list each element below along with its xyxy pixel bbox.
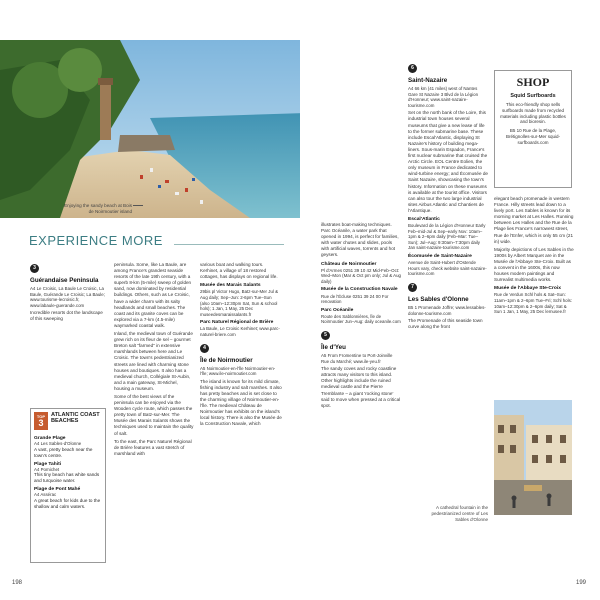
shop-info: B5 10 Rue de la Plage, Brétignolles-sur-Mer squid-surfboards.com — [505, 128, 561, 145]
sight-info: Rue de Verdun Schl hols & Sat–Sun: 11am–1pm & 2–6pm Tue–Fri; Schl hols: 10am–12:30pm & 2–6pm daily; Sat & Sun 1 Jan, 1 May, 25 Dec lemusee.fr — [494, 292, 573, 315]
section-title: EXPERIENCE MORE — [29, 233, 163, 248]
beach-text: A great beach for kids due to the shallow and calm waters. — [34, 497, 101, 509]
section-rule — [174, 244, 284, 245]
entry-info: A5 Noirmoutier-en-l'Île Noirmoutier-en-l'Île; www.ile-noirmoutier.com — [200, 365, 276, 377]
entry-info: A4 Le Croisic, La Baule Le Croisic, La Baule, Guérande Le Croisic; La Baule; www.tourisme-lecroisic.fr, www.labaule-guerande.com — [30, 286, 105, 308]
body-paragraph: To the east, the Parc Naturel Régional de Brière features a vast stretch of marshland with — [114, 438, 192, 456]
street-photo — [494, 400, 572, 515]
sight-heading: Château de Noirmoutier — [321, 261, 377, 267]
sight-info: Route des Sablonnières, Île de Noirmoutier Jun–Aug: daily oceanile.com — [321, 313, 401, 325]
sight-heading: Musée de la Construction Navale — [321, 287, 398, 293]
beach-info: A4 Assérac — [34, 492, 57, 498]
beach-name: Plage de Pont Mahé — [34, 487, 81, 493]
entry-info: B5 1 Promenade Joffre; www.lessables-dolonne-tourisme.com — [408, 304, 486, 316]
top3-badge-number: 3 — [38, 418, 44, 428]
shop-description: This eco-friendly shop sells surfboards made from recycled materials including plastic bottles and bioresin. — [500, 102, 566, 125]
sight-info: La Baule, Le Croisic Kerhinet; www.parc-naturel-briere.com — [200, 326, 280, 338]
column-4 — [321, 222, 401, 411]
entry-heading: Saint-Nazaire — [408, 77, 448, 84]
sight-heading: Parc Naturel Régional de Brière — [200, 320, 274, 326]
entry-heading: Guérandaise Peninsula — [30, 277, 99, 284]
column-3 — [200, 262, 282, 430]
shop-name: Squid Surfboards — [510, 93, 556, 99]
entry-heading: Île d'Yeu — [321, 344, 346, 351]
entry-info: A5 From Fromentine to Port-Joinville Rue du Marché; www.ile-yeu.fr — [321, 353, 393, 364]
sight-info: Boulevard de la Légion d'Honneur Early Feb–mid-Jul & Sep–early Nov: 10am–1pm & 2–6pm daily (Feb–Mar: Tue–Sun); Jul–Aug: 9:30am–7:30pm daily Jan saint-nazaire-tourisme.com — [408, 223, 486, 251]
beach-text: This tiny beach has white sands and turquoise water. — [34, 472, 100, 484]
top3-badge-label: TOP — [36, 414, 46, 419]
entry-heading: Île de Noirmoutier — [200, 356, 253, 364]
beach-name: Grande Plage — [34, 436, 66, 441]
column-6 — [494, 196, 574, 317]
beach-info: A4 Les Sables-d'Olonne — [34, 441, 82, 446]
shop-title: SHOP — [516, 75, 550, 89]
page-number-right: 199 — [576, 580, 587, 586]
beach-name: Plage Tahiti — [34, 461, 62, 467]
caption-rule — [133, 205, 143, 206]
body-paragraph: elegant beach promenade in western France. Hilly streets lead down to a lively port. Les Sables is known for its morning market at Les Halles. Running between Les Halles and the Rue de la Plage lies France's narrowest street, Rue de l'Enfer, which is only 55 cm (21 in) wide. — [494, 196, 574, 244]
column-1 — [30, 264, 106, 325]
column-2 — [114, 262, 194, 459]
sight-info: Avenue de Saint-Hubert d'Ostende Hours vary, check website saint-nazaire-tourisme.com — [408, 260, 487, 277]
left-page — [0, 40, 300, 586]
page-number-left: 198 — [12, 580, 23, 586]
sight-info: Pl d'Armes 0251 39 10 42 Mid-Feb–Oct: Wed–Mon (Mar & Oct pm only; Jul & Aug daily) — [321, 267, 401, 284]
body-paragraph: Majority depictions of Les Sables in the 1900s by Albert Marquet are in the Musée de l'Abbaye Ste-Croix. Built as a convent in the 1600s, this now houses modern paintings and Surrealist multimedia works. — [494, 246, 574, 283]
photo-caption: Enjoying the sandy beach at Bois de Noirmoutier island — [64, 203, 132, 214]
sight-info: Rue de l'Écluse 0251 39 24 00 For renovation — [321, 293, 389, 305]
sight-info: 29bis pl Victor Hugo, Batz-sur-Mer Jul & Aug daily; Sep–Jun: 2-6pm Tue–Sun (also 10am–12:30pm Sat, Sun & school hols); 1 Jan, 1 May, 25 Dec museedesmaraissalants.fr — [200, 289, 279, 317]
beach-info: A4 Pornichet — [34, 466, 60, 472]
beach-text: A vast, pretty beach near the town's centre. — [34, 446, 93, 458]
sight-heading: Musée de l'Abbaye Ste-Croix — [494, 286, 561, 292]
entry-number: 7 — [408, 283, 417, 292]
body-paragraph: Inland, the medieval town of Guérande grew rich on its fleur de sel – gourmet Breton salt "farmed" in extensive marshlands between here and Le Croisic. The town's pedestrianized streets are lined with charming stone houses and boutiques. It also has a medieval church, Collégiale St-Aubin, and a main gateway, St-Michel, housing a museum. — [114, 331, 193, 391]
sight-heading: Parc Océanile — [321, 307, 354, 313]
body-paragraph: peninsula. Some, like La Baule, are among France's grandest seaside resorts of the late 19th century, with a superb 8-km (5-mile) sweep of golden sand, now dominated by residential buildings. Others, such as Le Croisic, have a wider charm with its salty headlands and small beaches. The coast and its granite coves can be explored via a 7-km (4.5-mile) waymarked coastal walk. — [114, 262, 192, 328]
entry-number: 5 — [321, 331, 330, 340]
top3-title: ATLANTIC COAST BEACHES — [51, 412, 100, 425]
sight-heading: Escal'Atlantic — [408, 216, 440, 222]
entry-number: 4 — [200, 344, 209, 353]
entry-text: The island is known for its mild climate, fishing industry and salt marshes. It also has pretty beaches and is set close to the charming village of Noirmoutier-en-l'Île. The medieval Château de Noirmoutier has exhibits on the island's local history. There is also the Musée de la Construction Navale, which — [200, 378, 282, 427]
body-paragraph: illustrates boat-making techniques. Parc Océanile, a water park that opened in 1994, is perfect for families, with water chutes and slides, pools with artificial waves, torrents and hot geysers. — [321, 222, 399, 258]
column-5 — [408, 64, 488, 332]
entry-number: 3 — [30, 264, 39, 273]
sight-heading: Musée des Marais Salants — [200, 283, 261, 289]
entry-text: The Promenade of this seaside town curve along the front — [408, 318, 483, 330]
entry-text: Set on the north bank of the Loire, this industrial town houses several museums that give a new lease of life to the former submarine base. These include Escal'Atlantic, displaying St Nazaire's history of building mega-liners. Sous-marin Espadon, France's first nuclear submarine that cruised the Arctic Circle. EOL Centre Eolien, the only museum in France dedicated to wind-turbine energy; and Écomusée de Saint Nazaire, showcasing the town's history. Information on these museums is available at the tourist office. Visitors can also tour the two large industrial sites Airbus Atlantic and Chantiers de l'Atlantique. — [408, 110, 488, 213]
entry-number: 6 — [408, 64, 417, 73]
top3-badge — [34, 412, 48, 430]
street-photo-caption: A cathedral fountain in the pedestrianized centre of Les Sables d'Olonne — [431, 505, 488, 522]
body-paragraph: Some of the best views of the peninsula can be enjoyed via the Wooden cycle route, which passes the pretty town of Batz-sur-Mer. The Musée des Marais Salants shows the techniques used to maintain the quality of salt. — [114, 393, 194, 436]
entry-heading: Les Sables d'Olonne — [408, 295, 469, 303]
body-paragraph: various boat and walking tours. Kerhinet, a village of 18 restored cottages, has displays on regional life. — [200, 262, 278, 280]
entry-text: Incredible resorts dot the landscape of this sweeping — [30, 310, 103, 322]
entry-text: The sandy coves and rocky coastline attracts many visitors to this island. Other highlights include the ruined medieval castle and the Pierre Tremblante – a giant 'rocking stone' said to move when pressed at a critical spot. — [321, 366, 401, 408]
entry-info: A4 66 km (41 miles) west of Nantes Gare St Nazaire 3 Blvd de la Légion d'Honneur; www.saint-nazaire-tourisme.com — [408, 86, 479, 108]
top3-beaches-box — [30, 408, 106, 563]
shop-box — [494, 70, 572, 188]
sight-heading: Écomusée de Saint-Nazaire — [408, 254, 472, 260]
